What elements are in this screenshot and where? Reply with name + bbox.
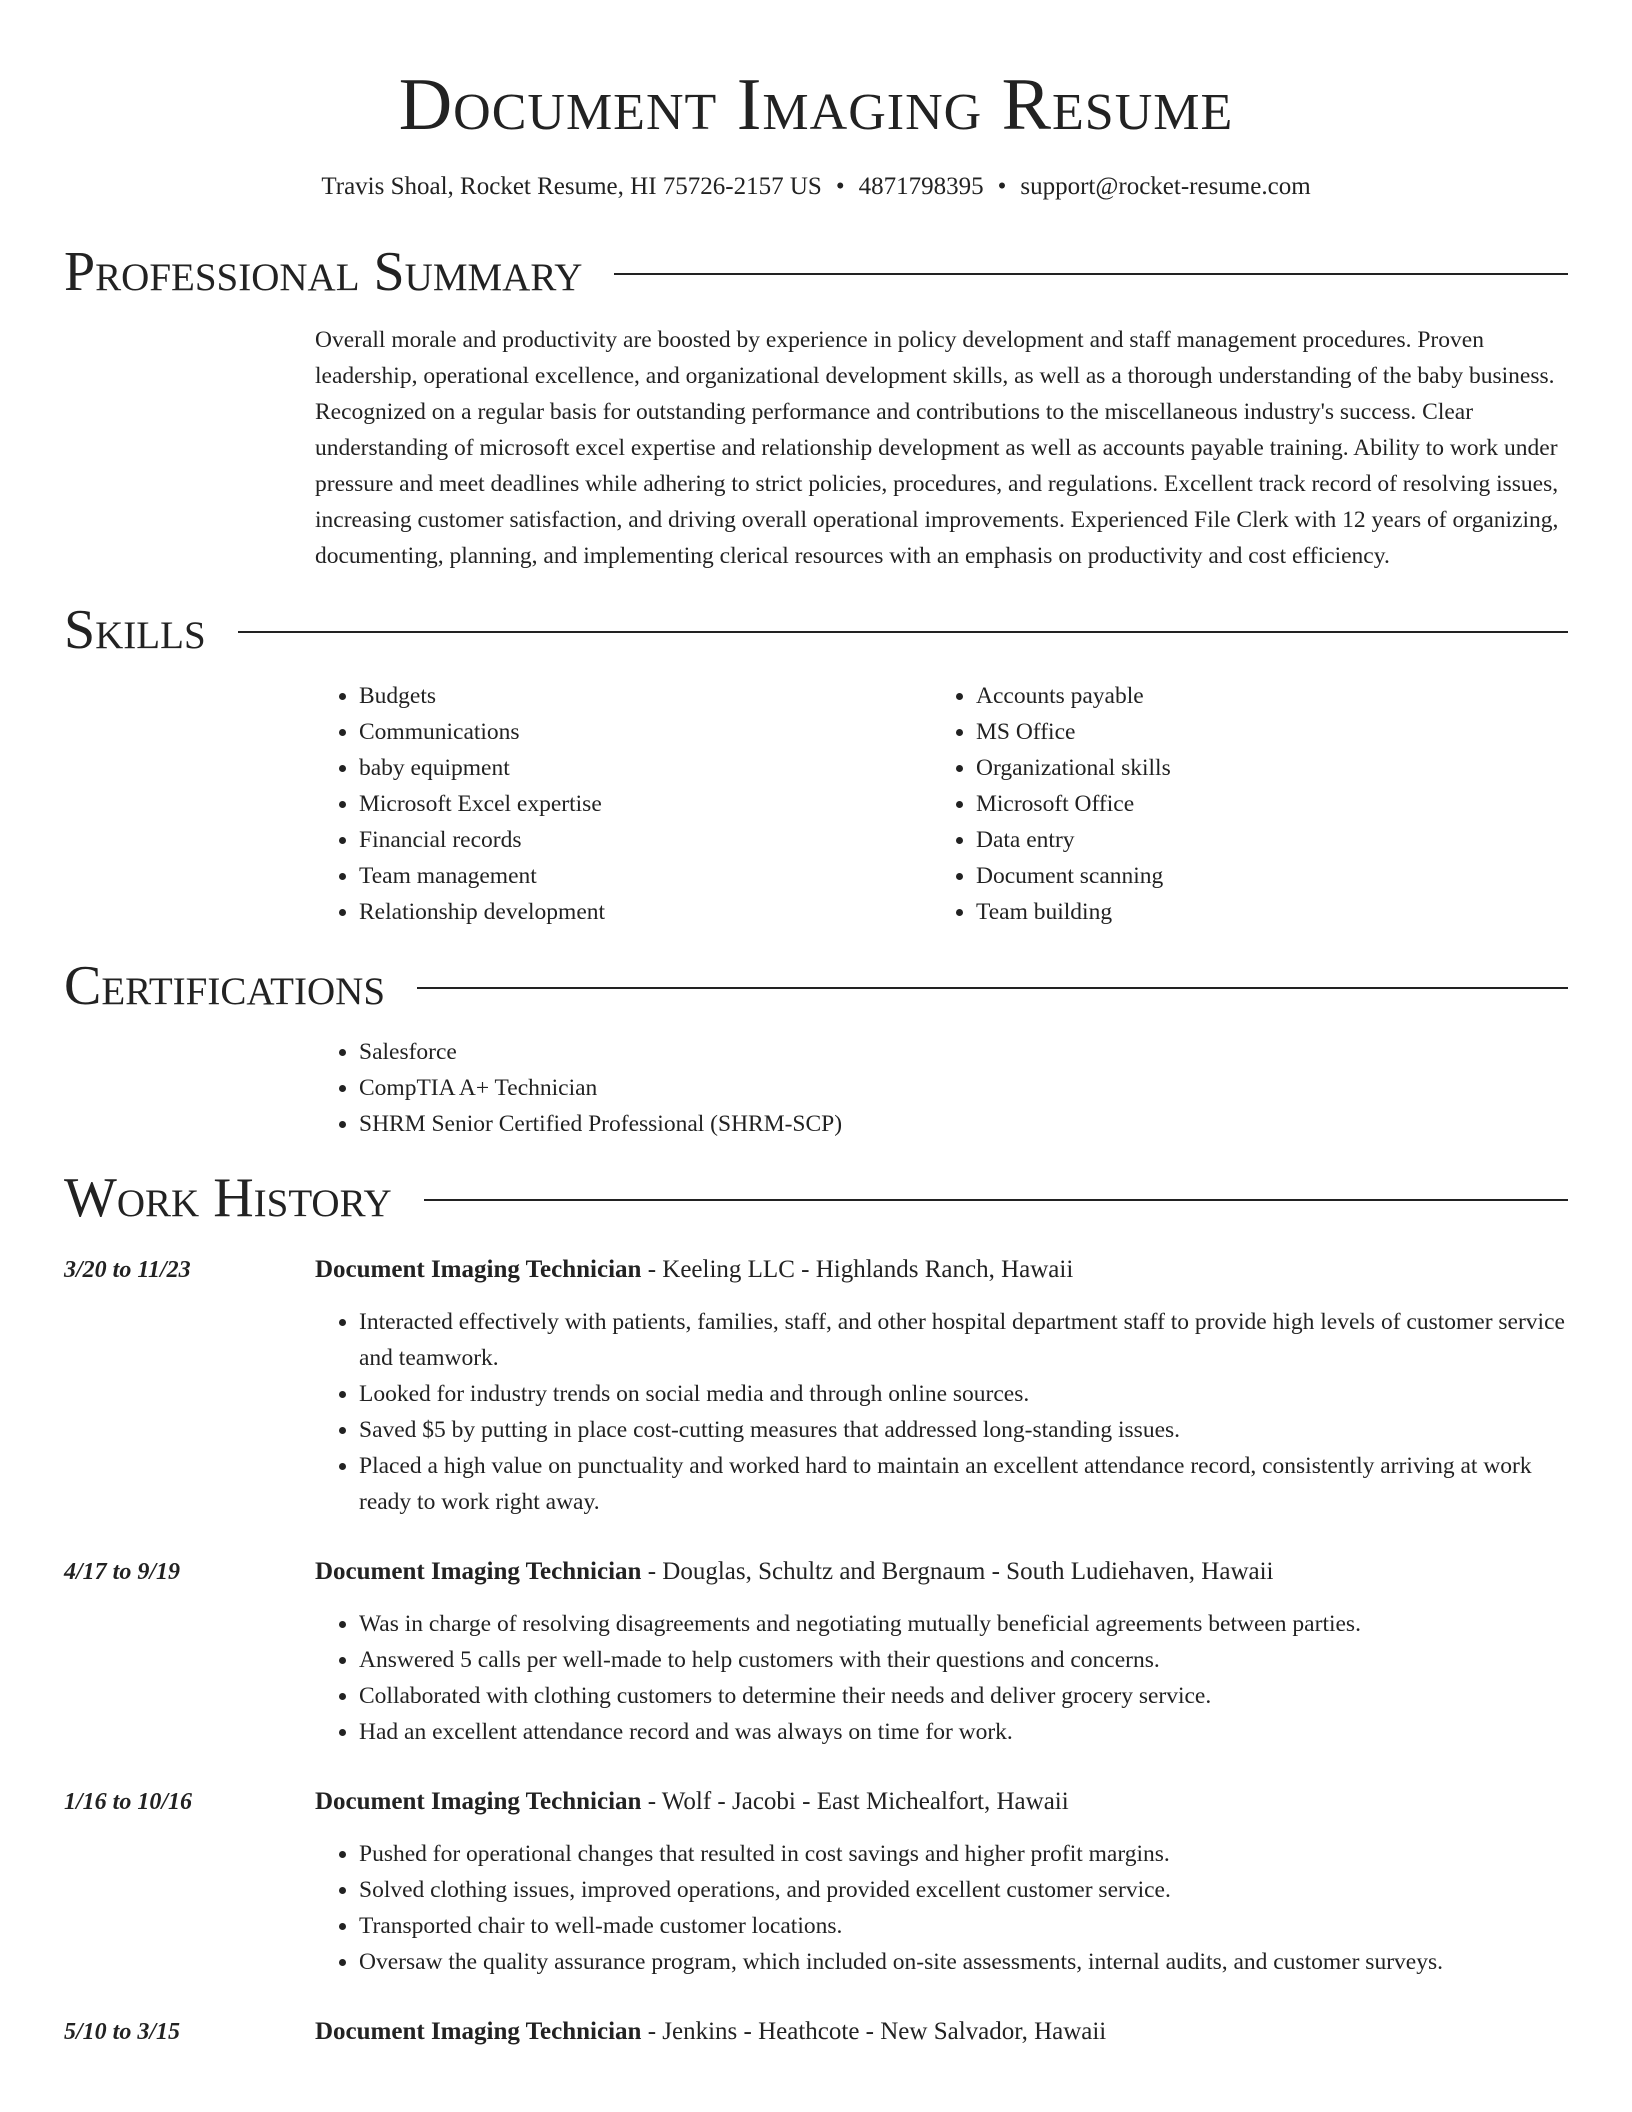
document-title: Document Imaging Resume	[398, 64, 1234, 146]
skills-column-right	[932, 678, 1549, 930]
skills-heading: Skills	[64, 599, 206, 661]
list-item: • Budgets	[359, 678, 932, 714]
list-item: • Looked for industry trends on social media and through online sources.	[359, 1376, 1568, 1412]
list-item: • Interacted effectively with patients, families, staff, and other hospital department staff to provide high levels of customer service and teamwork.	[359, 1304, 1568, 1376]
list-item: • Team management	[359, 858, 932, 894]
list-item: • MS Office	[976, 714, 1549, 750]
summary-section-header	[64, 238, 1568, 306]
list-item: • Microsoft Office	[976, 786, 1549, 822]
job-title: Document Imaging Technician	[315, 1788, 642, 1815]
job-title: Document Imaging Technician	[315, 1256, 642, 1283]
job-header	[315, 2014, 1568, 2050]
summary-block	[315, 322, 1568, 574]
list-item: • Answered 5 calls per well-made to help customers with their questions and concerns.	[359, 1642, 1568, 1678]
job-company: - Douglas, Schultz and Bergnaum - South Ludiehaven, Hawaii	[641, 1558, 1274, 1585]
job-header	[315, 1252, 1568, 1288]
contact-address: Travis Shoal, Rocket Resume, HI 75726-2157 US	[321, 173, 822, 200]
list-item: • Salesforce	[359, 1034, 1568, 1070]
list-item: • baby equipment	[359, 750, 932, 786]
summary-heading: Professional Summary	[64, 241, 583, 303]
job-company: - Jenkins - Heathcote - New Salvador, Hawaii	[641, 2018, 1107, 2045]
list-item: • Pushed for operational changes that resulted in cost savings and higher profit margins.	[359, 1836, 1568, 1872]
list-item: • CompTIA A+ Technician	[359, 1070, 1568, 1106]
list-item: • Data entry	[976, 822, 1549, 858]
job-body	[315, 1252, 1568, 1520]
work-history-heading: Work History	[64, 1167, 392, 1229]
job-dates: 1/16 to 10/16	[64, 1789, 193, 1815]
skills-section-header	[64, 596, 1568, 664]
job-company: - Keeling LLC - Highlands Ranch, Hawaii	[641, 1256, 1074, 1283]
section-divider	[238, 631, 1568, 633]
list-item: • Microsoft Excel expertise	[359, 786, 932, 822]
job-entry	[64, 2014, 1568, 2050]
job-header	[315, 1554, 1568, 1590]
skills-column-left	[315, 678, 932, 930]
contact-email[interactable]: support@rocket-resume.com	[1020, 173, 1311, 200]
certifications-list	[315, 1034, 1568, 1142]
section-divider	[614, 273, 1568, 275]
section-divider	[417, 987, 1568, 989]
list-item: • Solved clothing issues, improved operations, and provided excellent customer service.	[359, 1872, 1568, 1908]
list-item: • Saved $5 by putting in place cost-cutting measures that addressed long-standing issues.	[359, 1412, 1568, 1448]
job-body	[315, 2014, 1568, 2050]
list-item: • Financial records	[359, 822, 932, 858]
job-dates: 4/17 to 9/19	[64, 1559, 181, 1585]
work-history-section-header	[64, 1164, 1568, 1232]
job-header	[315, 1784, 1568, 1820]
job-bullets	[315, 1304, 1568, 1520]
job-company: - Wolf - Jacobi - East Michealfort, Hawaii	[641, 1788, 1069, 1815]
list-item: • Placed a high value on punctuality and worked hard to maintain an excellent attendance record, consistently arriving at work ready to work right away.	[359, 1448, 1568, 1520]
job-bullets	[315, 1606, 1568, 1750]
job-body	[315, 1554, 1568, 1750]
list-item: • Team building	[976, 894, 1549, 930]
contact-separator: •	[835, 173, 845, 200]
list-item: • Organizational skills	[976, 750, 1549, 786]
resume-page	[64, 0, 1568, 2050]
list-item: • Communications	[359, 714, 932, 750]
job-entry	[64, 1784, 1568, 1980]
contact-separator: •	[997, 173, 1007, 200]
skills-list	[315, 678, 1568, 930]
list-item: • Accounts payable	[976, 678, 1549, 714]
list-item: • Relationship development	[359, 894, 932, 930]
list-item: • Document scanning	[976, 858, 1549, 894]
list-item: • Transported chair to well-made customer locations.	[359, 1908, 1568, 1944]
list-item: • Oversaw the quality assurance program, which included on-site assessments, internal audits, and customer surveys.	[359, 1944, 1568, 1980]
list-item: • Was in charge of resolving disagreements and negotiating mutually beneficial agreements between parties.	[359, 1606, 1568, 1642]
summary-text: Overall morale and productivity are boosted by experience in policy development and staff management procedures. Proven leadership, operational excellence, and organizational development skills, as well as a thorough understanding of the baby business. Recognized on a regular basis for outstanding performance and contributions to the miscellaneous industry's success. Clear understanding of microsoft excel expertise and relationship development as well as accounts payable training. Ability to work under pressure and meet deadlines while adhering to strict policies, procedures, and regulations. Excellent track record of resolving issues, increasing customer satisfaction, and driving overall operational improvements. Experienced File Clerk with 12 years of organizing, documenting, planning, and implementing clerical resources with an emphasis on productivity and cost efficiency.	[315, 327, 1559, 569]
list-item: • Collaborated with clothing customers to determine their needs and deliver grocery service.	[359, 1678, 1568, 1714]
job-title: Document Imaging Technician	[315, 1558, 642, 1585]
job-dates: 3/20 to 11/23	[64, 1257, 191, 1283]
contact-line	[64, 170, 1568, 204]
list-item: • SHRM Senior Certified Professional (SHRM-SCP)	[359, 1106, 1568, 1142]
certifications-section-header	[64, 952, 1568, 1020]
contact-phone: 4871798395	[858, 173, 984, 200]
job-entry	[64, 1554, 1568, 1750]
job-title: Document Imaging Technician	[315, 2018, 642, 2045]
job-entry	[64, 1252, 1568, 1520]
list-item: • Had an excellent attendance record and was always on time for work.	[359, 1714, 1568, 1750]
section-divider	[424, 1199, 1568, 1201]
job-bullets	[315, 1836, 1568, 1980]
job-dates: 5/10 to 3/15	[64, 2019, 181, 2045]
job-body	[315, 1784, 1568, 1980]
certifications-heading: Certifications	[64, 955, 386, 1017]
